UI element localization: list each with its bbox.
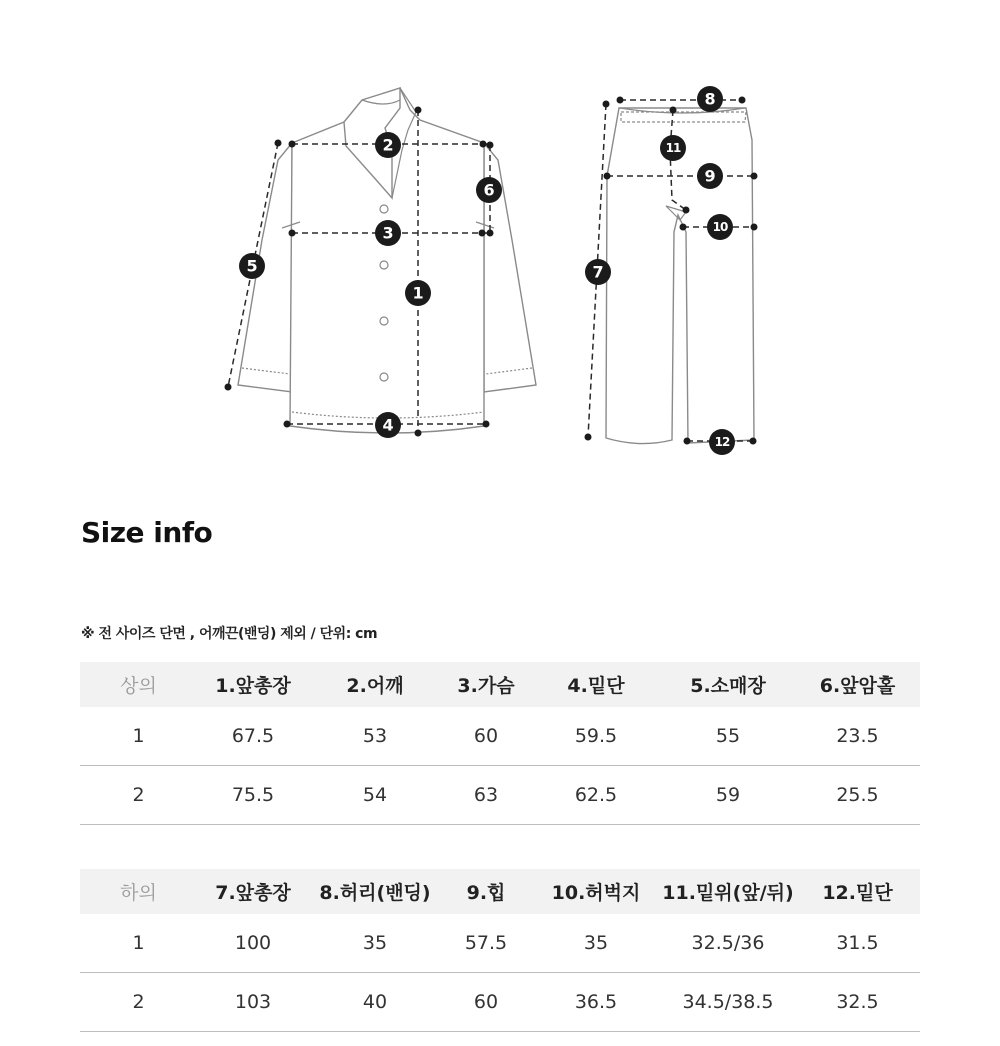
table-cell: 60 — [441, 707, 531, 766]
table-cell: 103 — [197, 973, 309, 1032]
column-header: 4.밑단 — [531, 662, 661, 707]
measure-badge-5 — [239, 253, 265, 279]
column-header: 7.앞총장 — [197, 869, 309, 914]
size-cell: 1 — [80, 914, 197, 973]
column-header: 12.밑단 — [795, 869, 920, 914]
table-cell: 25.5 — [795, 766, 920, 825]
column-header: 9.힙 — [441, 869, 531, 914]
table-cell: 32.5 — [795, 973, 920, 1032]
svg-text:4: 4 — [382, 415, 394, 435]
size-info-title: Size info — [81, 516, 213, 549]
table-cell: 100 — [197, 914, 309, 973]
table-cell: 63 — [441, 766, 531, 825]
table-cell: 35 — [531, 914, 661, 973]
svg-text:1: 1 — [412, 283, 424, 303]
svg-text:11: 11 — [665, 141, 681, 155]
size-cell: 2 — [80, 973, 197, 1032]
table-cell: 53 — [309, 707, 441, 766]
table-cell: 31.5 — [795, 914, 920, 973]
measure-badge-9 — [697, 163, 723, 189]
measure-badge-7 — [585, 259, 611, 285]
table-header-row — [80, 869, 920, 914]
table-cell: 57.5 — [441, 914, 531, 973]
category-header: 하의 — [80, 869, 197, 914]
column-header: 5.소매장 — [661, 662, 795, 707]
measure-badge-10 — [707, 214, 733, 240]
table-cell: 40 — [309, 973, 441, 1032]
size-cell: 2 — [80, 766, 197, 825]
measure-badge-8 — [697, 86, 723, 112]
column-header: 8.허리(밴딩) — [309, 869, 441, 914]
column-header: 11.밑위(앞/뒤) — [661, 869, 795, 914]
category-header: 상의 — [80, 662, 197, 707]
table-cell: 55 — [661, 707, 795, 766]
table-cell: 62.5 — [531, 766, 661, 825]
top-size-table — [80, 662, 920, 825]
table-cell: 67.5 — [197, 707, 309, 766]
column-header: 3.가슴 — [441, 662, 531, 707]
svg-text:3: 3 — [382, 223, 394, 243]
svg-text:6: 6 — [483, 180, 495, 200]
table-cell: 36.5 — [531, 973, 661, 1032]
svg-text:2: 2 — [382, 135, 394, 155]
svg-text:12: 12 — [714, 435, 730, 449]
table-cell: 59.5 — [531, 707, 661, 766]
table-header-row — [80, 662, 920, 707]
measure-badge-6 — [476, 177, 502, 203]
svg-text:8: 8 — [704, 89, 716, 109]
measure-badge-12 — [709, 429, 735, 455]
table-cell: 75.5 — [197, 766, 309, 825]
table-row — [80, 766, 920, 825]
measurement-note: ※ 전 사이즈 단면 , 어깨끈(밴딩) 제외 / 단위: cm — [81, 626, 378, 642]
measure-badge-4 — [375, 412, 401, 438]
measure-badge-1 — [405, 280, 431, 306]
svg-text:5: 5 — [246, 256, 258, 276]
table-row — [80, 707, 920, 766]
table-cell: 32.5/36 — [661, 914, 795, 973]
column-header: 6.앞암홀 — [795, 662, 920, 707]
svg-text:10: 10 — [712, 220, 728, 234]
table-cell: 35 — [309, 914, 441, 973]
garment-measurement-illustration — [0, 0, 1000, 470]
table-cell: 23.5 — [795, 707, 920, 766]
table-cell: 60 — [441, 973, 531, 1032]
table-row — [80, 973, 920, 1032]
svg-text:9: 9 — [704, 166, 716, 186]
measure-badge-2 — [375, 132, 401, 158]
column-header: 10.허벅지 — [531, 869, 661, 914]
column-header: 2.어깨 — [309, 662, 441, 707]
table-row — [80, 914, 920, 973]
table-cell: 34.5/38.5 — [661, 973, 795, 1032]
table-cell: 54 — [309, 766, 441, 825]
measure-badge-11 — [660, 135, 686, 161]
table-cell: 59 — [661, 766, 795, 825]
measure-badge-3 — [375, 220, 401, 246]
svg-text:7: 7 — [592, 262, 604, 282]
bottom-size-table — [80, 869, 920, 1032]
size-cell: 1 — [80, 707, 197, 766]
column-header: 1.앞총장 — [197, 662, 309, 707]
